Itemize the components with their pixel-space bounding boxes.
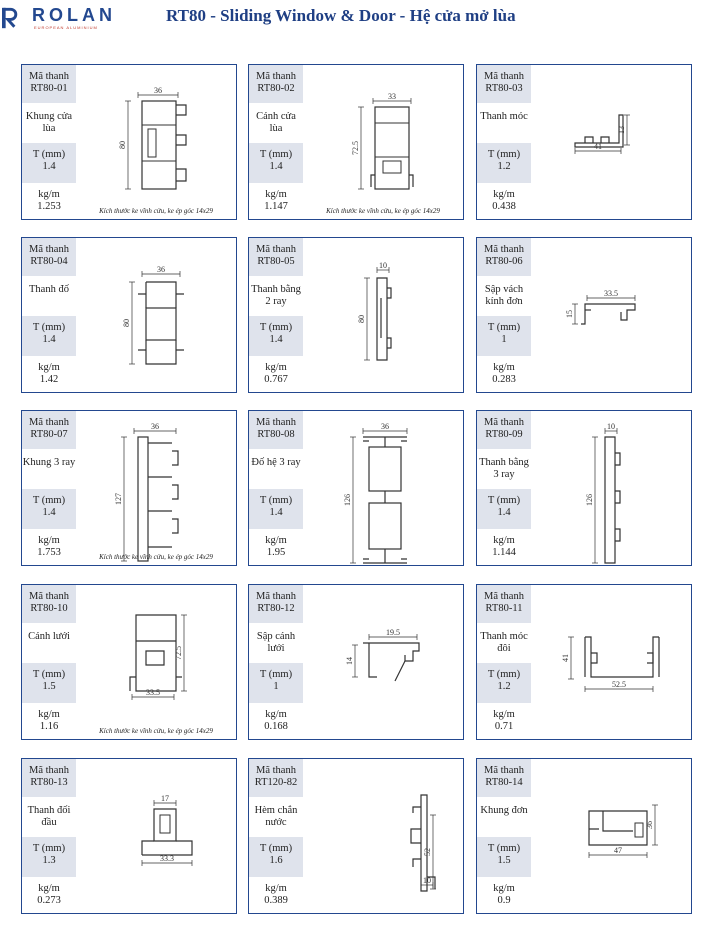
dimension-label: 14: [345, 657, 354, 665]
spec-cell: [22, 103, 76, 143]
dimension-label: 52.5: [612, 680, 626, 689]
weight-value: 0.71: [494, 721, 514, 732]
spec-cell: [22, 759, 76, 797]
dimension-label: 17: [161, 794, 169, 803]
spec-cell: [249, 759, 303, 797]
weight-label: kg/m: [265, 189, 287, 200]
drawing-area: [76, 65, 236, 219]
spec-cell: [22, 877, 76, 913]
spec-cell: [249, 411, 303, 449]
spec-cell: [249, 877, 303, 913]
drawing-area: [303, 65, 463, 219]
spec-column: [477, 411, 531, 565]
thickness-value: 1.2: [497, 161, 511, 172]
dimension-label: 19.5: [386, 628, 400, 637]
spec-cell: [249, 663, 303, 703]
spec-cell: [249, 529, 303, 565]
spec-cell: [22, 623, 76, 663]
drawing-area: [531, 585, 691, 739]
corner-bracket-note: Kích thước ke vĩnh cửu, ke ép góc 14x29: [99, 207, 213, 215]
product-code: RT80-10: [30, 603, 68, 614]
code-label: Mã thanh: [29, 417, 69, 428]
product-code: RT80-12: [257, 603, 295, 614]
spec-cell: [22, 797, 76, 837]
product-card: [21, 237, 237, 393]
weight-label: kg/m: [38, 189, 60, 200]
spec-cell: [22, 316, 76, 356]
product-name: Thanh đố: [29, 284, 69, 295]
spec-cell: [477, 449, 531, 489]
drawing-area: [76, 759, 236, 913]
product-code: RT80-13: [30, 777, 68, 788]
product-name: Sập vách kính đơn: [484, 284, 524, 307]
dimension-label: 10: [607, 422, 615, 431]
weight-value: 1.42: [39, 374, 59, 385]
spec-column: [249, 411, 303, 565]
code-label: Mã thanh: [256, 765, 296, 776]
thickness-value: 1.4: [269, 161, 283, 172]
thickness-value: 1.5: [497, 855, 511, 866]
profile-drawing: [303, 238, 465, 391]
profile-drawing: [303, 65, 465, 218]
code-label: Mã thanh: [484, 417, 524, 428]
brand-name: ROLAN: [32, 5, 116, 25]
spec-cell: [477, 65, 531, 103]
code-label: Mã thanh: [29, 765, 69, 776]
profile-drawing: [76, 411, 238, 564]
weight-value: 0.283: [492, 374, 516, 385]
code-label: Mã thanh: [484, 765, 524, 776]
weight-label: kg/m: [38, 362, 60, 373]
dimension-label: 36: [154, 86, 162, 95]
spec-cell: [249, 449, 303, 489]
weight-label: kg/m: [38, 709, 60, 720]
profile-drawing: [303, 759, 465, 912]
dimension-label: 127: [114, 493, 123, 505]
page-header: [0, 0, 713, 40]
product-code: RT80-14: [485, 777, 523, 788]
product-code: RT80-06: [485, 256, 523, 267]
product-card: [248, 64, 464, 220]
spec-cell: [477, 103, 531, 143]
drawing-area: [303, 759, 463, 913]
profile-drawing: [303, 411, 465, 564]
thickness-label: T (mm): [259, 669, 293, 680]
spec-cell: [22, 529, 76, 565]
thickness-label: T (mm): [32, 149, 66, 160]
drawing-area: [76, 238, 236, 392]
dimension-label: 80: [357, 315, 366, 323]
spec-cell: [249, 143, 303, 183]
thickness-value: 1.2: [497, 681, 511, 692]
thickness-label: T (mm): [32, 322, 66, 333]
weight-value: 1.253: [37, 201, 61, 212]
thickness-label: T (mm): [487, 843, 521, 854]
code-label: Mã thanh: [484, 591, 524, 602]
dimension-label: 33.5: [146, 688, 160, 697]
dimension-label: 10: [423, 876, 431, 885]
product-name: Khung cửa lùa: [25, 111, 73, 134]
thickness-label: T (mm): [487, 322, 521, 333]
product-card: [248, 758, 464, 914]
product-card: [476, 64, 692, 220]
product-name: Đố hệ 3 ray: [251, 457, 301, 468]
spec-cell: [249, 585, 303, 623]
thickness-value: 1.3: [42, 855, 56, 866]
drawing-area: [531, 65, 691, 219]
code-label: Mã thanh: [256, 244, 296, 255]
spec-column: [22, 238, 76, 392]
thickness-label: T (mm): [32, 843, 66, 854]
spec-cell: [249, 316, 303, 356]
dimension-label: 47: [614, 846, 622, 855]
spec-cell: [477, 276, 531, 316]
drawing-area: [303, 238, 463, 392]
weight-value: 1.95: [266, 547, 286, 558]
spec-cell: [22, 489, 76, 529]
weight-value: 0.273: [37, 895, 61, 906]
drawing-area: [303, 411, 463, 565]
drawing-area: [303, 585, 463, 739]
weight-label: kg/m: [493, 362, 515, 373]
weight-value: 0.389: [264, 895, 288, 906]
thickness-value: 1.4: [42, 507, 56, 518]
spec-cell: [249, 837, 303, 877]
product-name: Cánh lưới: [28, 631, 70, 642]
code-label: Mã thanh: [484, 71, 524, 82]
thickness-value: 1: [273, 681, 279, 692]
product-code: RT80-11: [485, 603, 523, 614]
product-name: Thanh móc đôi: [480, 631, 528, 654]
spec-cell: [477, 703, 531, 739]
spec-column: [22, 65, 76, 219]
dimension-label: 80: [122, 319, 131, 327]
spec-cell: [22, 276, 76, 316]
thickness-label: T (mm): [259, 495, 293, 506]
spec-cell: [249, 797, 303, 837]
profile-drawing: [531, 65, 693, 218]
thickness-label: T (mm): [259, 843, 293, 854]
code-label: Mã thanh: [256, 417, 296, 428]
thickness-label: T (mm): [259, 322, 293, 333]
spec-cell: [22, 143, 76, 183]
dimension-label: 15: [565, 310, 574, 318]
spec-column: [477, 759, 531, 913]
dimension-label: 126: [343, 494, 352, 506]
code-label: Mã thanh: [29, 591, 69, 602]
product-card: [248, 237, 464, 393]
spec-cell: [22, 703, 76, 739]
spec-cell: [22, 585, 76, 623]
weight-value: 1.144: [492, 547, 516, 558]
spec-cell: [249, 356, 303, 392]
thickness-label: T (mm): [32, 495, 66, 506]
spec-cell: [477, 489, 531, 529]
spec-cell: [477, 183, 531, 219]
profile-drawing: [76, 585, 238, 738]
spec-cell: [22, 183, 76, 219]
product-card: [248, 584, 464, 740]
page-title: RT80 - Sliding Window & Door - Hệ cửa mở lùa: [166, 6, 516, 25]
weight-value: 0.168: [264, 721, 288, 732]
product-name: Thanh bằng 2 ray: [251, 284, 301, 307]
spec-cell: [477, 356, 531, 392]
corner-bracket-note: Kích thước ke vĩnh cửu, ke ép góc 14x29: [99, 727, 213, 735]
product-code: RT80-01: [30, 83, 68, 94]
spec-cell: [22, 356, 76, 392]
product-name: Khung đơn: [480, 805, 528, 816]
spec-cell: [249, 489, 303, 529]
dimension-label: 72.5: [351, 141, 360, 155]
thickness-value: 1.4: [269, 507, 283, 518]
spec-cell: [249, 238, 303, 276]
spec-cell: [22, 238, 76, 276]
profile-drawing: [76, 65, 238, 218]
profile-drawing: [531, 585, 693, 738]
spec-column: [249, 585, 303, 739]
thickness-value: 1.4: [497, 507, 511, 518]
spec-column: [477, 585, 531, 739]
weight-label: kg/m: [493, 709, 515, 720]
product-card: [476, 410, 692, 566]
weight-label: kg/m: [265, 362, 287, 373]
product-name: Thanh bằng 3 ray: [479, 457, 529, 480]
spec-cell: [477, 411, 531, 449]
spec-column: [22, 585, 76, 739]
product-code: RT80-07: [30, 429, 68, 440]
thickness-value: 1: [501, 334, 507, 345]
product-code: RT80-05: [257, 256, 295, 267]
spec-column: [22, 411, 76, 565]
profile-drawing: [531, 238, 693, 391]
spec-column: [249, 65, 303, 219]
weight-label: kg/m: [38, 535, 60, 546]
product-card: [21, 410, 237, 566]
thickness-value: 1.6: [269, 855, 283, 866]
product-name: Thanh móc: [480, 111, 528, 122]
thickness-value: 1.4: [269, 334, 283, 345]
spec-cell: [249, 703, 303, 739]
weight-value: 0.438: [492, 201, 516, 212]
spec-cell: [22, 663, 76, 703]
spec-cell: [22, 65, 76, 103]
drawing-area: [531, 411, 691, 565]
spec-column: [477, 238, 531, 392]
drawing-area: [531, 238, 691, 392]
profile-drawing: [303, 585, 465, 738]
dimension-label: 80: [118, 141, 127, 149]
brand-logo-mark: [2, 4, 18, 32]
product-name: Cánh cửa lùa: [256, 111, 296, 134]
product-card: [21, 64, 237, 220]
dimension-label: 13: [617, 126, 626, 134]
thickness-label: T (mm): [487, 495, 521, 506]
code-label: Mã thanh: [256, 71, 296, 82]
product-card: [248, 410, 464, 566]
spec-cell: [477, 837, 531, 877]
dimension-label: 41: [561, 654, 570, 662]
code-label: Mã thanh: [29, 244, 69, 255]
spec-cell: [477, 316, 531, 356]
code-label: Mã thanh: [484, 244, 524, 255]
weight-label: kg/m: [493, 883, 515, 894]
thickness-label: T (mm): [487, 669, 521, 680]
spec-cell: [249, 65, 303, 103]
weight-label: kg/m: [265, 883, 287, 894]
dimension-label: 33: [388, 92, 396, 101]
thickness-label: T (mm): [32, 669, 66, 680]
weight-label: kg/m: [493, 535, 515, 546]
spec-cell: [22, 449, 76, 489]
profile-drawing: [76, 238, 238, 391]
weight-value: 1.16: [39, 721, 59, 732]
drawing-area: [76, 585, 236, 739]
spec-cell: [249, 103, 303, 143]
spec-cell: [249, 183, 303, 219]
spec-cell: [477, 877, 531, 913]
spec-cell: [22, 411, 76, 449]
spec-column: [249, 759, 303, 913]
spec-cell: [249, 623, 303, 663]
weight-label: kg/m: [265, 535, 287, 546]
thickness-value: 1.4: [42, 334, 56, 345]
spec-cell: [477, 143, 531, 183]
dimension-label: 52: [423, 848, 432, 856]
weight-label: kg/m: [265, 709, 287, 720]
thickness-label: T (mm): [259, 149, 293, 160]
spec-column: [477, 65, 531, 219]
spec-cell: [477, 238, 531, 276]
weight-label: kg/m: [38, 883, 60, 894]
product-code: RT80-04: [30, 256, 68, 267]
corner-bracket-note: Kích thước ke vĩnh cửu, ke ép góc 14x29: [326, 207, 440, 215]
weight-value: 0.9: [497, 895, 511, 906]
product-card: [21, 584, 237, 740]
spec-cell: [477, 759, 531, 797]
product-name: Khung 3 ray: [22, 457, 76, 468]
dimension-label: 10: [379, 261, 387, 270]
profile-drawing: [531, 759, 693, 912]
spec-cell: [22, 837, 76, 877]
dimension-label: 36: [381, 422, 389, 431]
product-card: [476, 584, 692, 740]
product-code: RT120-82: [254, 777, 298, 788]
dimension-label: 72.5: [174, 646, 183, 660]
product-card: [476, 758, 692, 914]
code-label: Mã thanh: [256, 591, 296, 602]
dimension-label: 33.5: [604, 289, 618, 298]
spec-column: [249, 238, 303, 392]
profile-drawing: [76, 759, 238, 912]
weight-value: 0.767: [264, 374, 288, 385]
dimension-label: 126: [585, 494, 594, 506]
thickness-value: 1.5: [42, 681, 56, 692]
spec-column: [22, 759, 76, 913]
product-name: Thanh đối đầu: [27, 805, 71, 828]
spec-cell: [477, 797, 531, 837]
brand-tagline: EUROPEAN ALUMINIUM: [34, 25, 98, 30]
weight-value: 1.753: [37, 547, 61, 558]
spec-cell: [477, 529, 531, 565]
spec-cell: [477, 623, 531, 663]
spec-cell: [477, 663, 531, 703]
product-name: Sập cánh lưới: [256, 631, 296, 654]
product-code: RT80-09: [485, 429, 523, 440]
drawing-area: [76, 411, 236, 565]
product-card: [476, 237, 692, 393]
weight-label: kg/m: [493, 189, 515, 200]
product-code: RT80-02: [257, 83, 295, 94]
spec-cell: [477, 585, 531, 623]
product-code: RT80-08: [257, 429, 295, 440]
corner-bracket-note: Kích thước ke vĩnh cửu, ke ép góc 14x29: [99, 553, 213, 561]
weight-value: 1.147: [264, 201, 288, 212]
dimension-label: 36: [645, 821, 654, 829]
product-code: RT80-03: [485, 83, 523, 94]
product-name: Hèm chắn nước: [254, 805, 298, 828]
spec-cell: [249, 276, 303, 316]
dimension-label: 36: [157, 265, 165, 274]
brand-logo: [2, 4, 142, 34]
dimension-label: 41: [594, 142, 602, 151]
thickness-value: 1.4: [42, 161, 56, 172]
code-label: Mã thanh: [29, 71, 69, 82]
dimension-label: 33.3: [160, 854, 174, 863]
profile-drawing: [531, 411, 693, 564]
drawing-area: [531, 759, 691, 913]
thickness-label: T (mm): [487, 149, 521, 160]
dimension-label: 36: [151, 422, 159, 431]
product-card: [21, 758, 237, 914]
